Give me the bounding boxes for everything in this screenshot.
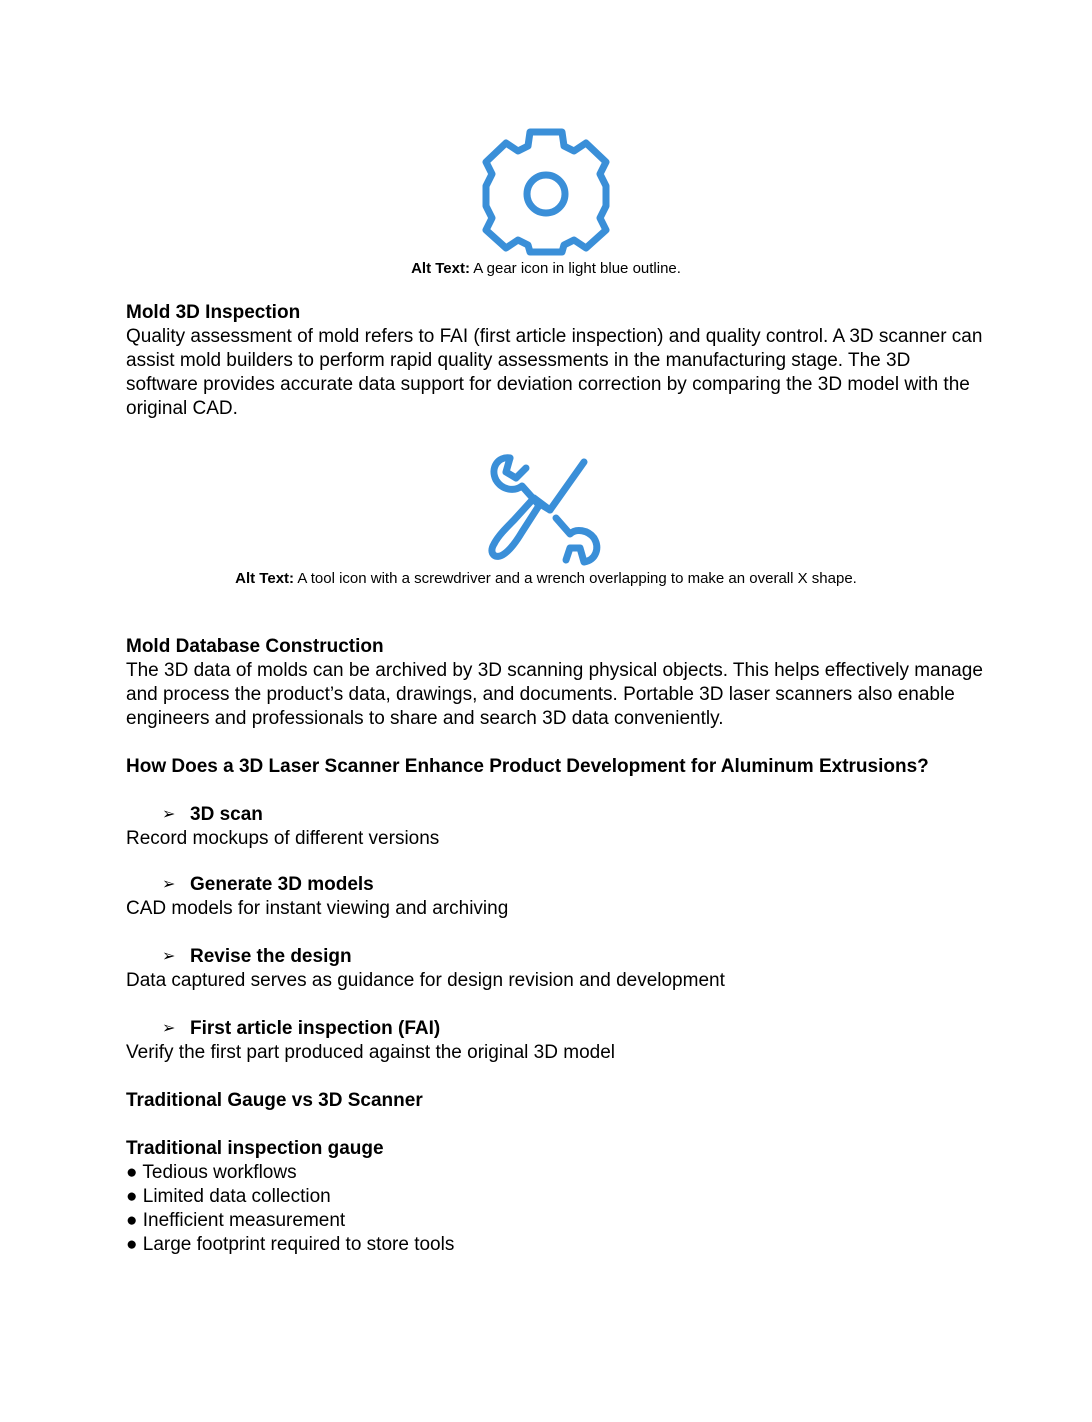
gear-icon bbox=[476, 124, 616, 256]
figure-tools bbox=[0, 438, 1092, 588]
section-title: Mold 3D Inspection bbox=[126, 302, 301, 323]
section-title: How Does a 3D Laser Scanner Enhance Product Development for Aluminum Extrusions? bbox=[126, 756, 929, 777]
arrow-bullet-icon: ➢ bbox=[162, 948, 176, 965]
section-title: Mold Database Construction bbox=[126, 636, 384, 657]
arrow-list-item bbox=[126, 945, 986, 993]
subsection-title: Traditional inspection gauge bbox=[126, 1138, 384, 1159]
item-label: Revise the design bbox=[190, 946, 352, 967]
bullet-item: ● Large footprint required to store tools bbox=[126, 1234, 455, 1255]
item-desc: CAD models for instant viewing and archiving bbox=[126, 898, 509, 919]
section-mold-3d-inspection bbox=[126, 301, 986, 421]
item-desc: Data captured serves as guidance for design revision and development bbox=[126, 970, 725, 991]
figure-tools-caption bbox=[0, 570, 1092, 588]
item-desc: Record mockups of different versions bbox=[126, 828, 440, 849]
section-body: The 3D data of molds can be archived by 3D scanning physical objects. This helps effectively manage and process the product’s data, drawings, and documents. Portable 3D laser scanners also enable engineers and professionals to share and search 3D data conveniently. bbox=[126, 660, 983, 729]
item-label: Generate 3D models bbox=[190, 874, 374, 895]
tools-icon bbox=[476, 438, 616, 568]
item-label: 3D scan bbox=[190, 804, 263, 825]
arrow-bullet-icon: ➢ bbox=[162, 1020, 176, 1037]
bullet-item: ● Tedious workflows bbox=[126, 1162, 297, 1183]
section-gauge-vs-scanner bbox=[126, 1089, 986, 1113]
arrow-list-item bbox=[126, 1017, 986, 1065]
section-title: Traditional Gauge vs 3D Scanner bbox=[126, 1090, 423, 1111]
figure-gear-caption bbox=[0, 260, 1092, 278]
arrow-list-item bbox=[126, 803, 986, 851]
arrow-bullet-icon: ➢ bbox=[162, 806, 176, 823]
item-label: First article inspection (FAI) bbox=[190, 1018, 441, 1039]
arrow-bullet-icon: ➢ bbox=[162, 876, 176, 893]
caption-text: A tool icon with a screwdriver and a wrench overlapping to make an overall X shape. bbox=[294, 570, 857, 587]
section-body: Quality assessment of mold refers to FAI (first article inspection) and quality control. A 3D scanner can assist mold builders to perform rapid quality assessments in the manufacturing stage. The 3D software provides accurate data support for deviation correction by comparing the 3D model with the original CAD. bbox=[126, 326, 983, 419]
arrow-list-item bbox=[126, 873, 986, 921]
section-product-development bbox=[126, 755, 1026, 779]
caption-label: Alt Text: bbox=[235, 570, 295, 587]
figure-gear bbox=[0, 124, 1092, 278]
bullet-item: ● Limited data collection bbox=[126, 1186, 331, 1207]
bullet-item: ● Inefficient measurement bbox=[126, 1210, 346, 1231]
caption-text: A gear icon in light blue outline. bbox=[469, 260, 681, 277]
caption-label: Alt Text: bbox=[411, 260, 470, 277]
section-mold-database bbox=[126, 635, 986, 731]
item-desc: Verify the first part produced against the original 3D model bbox=[126, 1042, 615, 1063]
section-traditional-gauge bbox=[126, 1137, 986, 1257]
